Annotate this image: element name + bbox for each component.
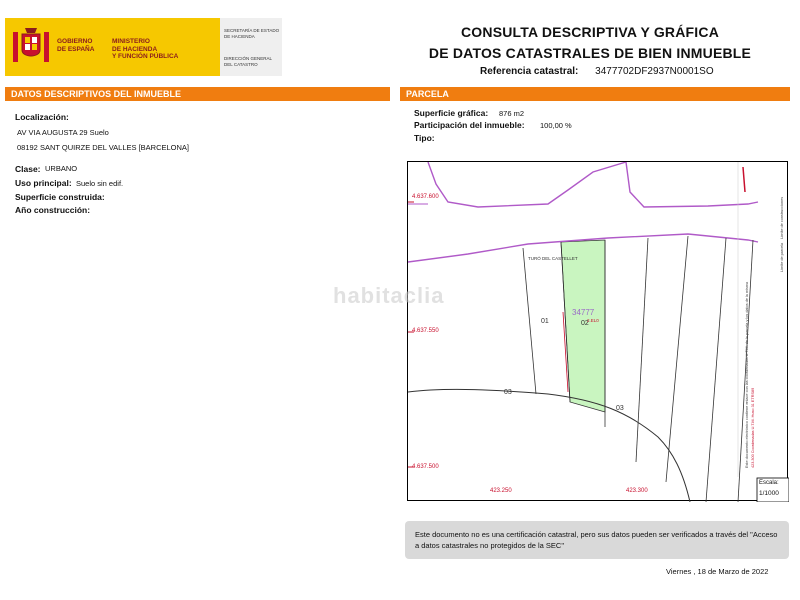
superficie-grafica-label: Superficie gráfica: <box>414 108 489 118</box>
section-bar-descriptive: DATOS DESCRIPTIVOS DEL INMUEBLE <box>5 87 390 101</box>
watermark: habitaclia <box>333 283 445 308</box>
participacion-value: 100,00 % <box>540 121 572 130</box>
secretariat-block <box>220 18 282 76</box>
reference-label: Referencia catastral: <box>480 66 579 77</box>
x-coord-left: 423.250 <box>490 488 512 494</box>
uso-value: Suelo sin edif. <box>76 179 124 188</box>
superficie-grafica-value: 876 m2 <box>499 109 525 118</box>
government-label: GOBIERNO DE ESPAÑA <box>57 38 95 53</box>
cadastral-map[interactable] <box>407 161 788 501</box>
legend-doc-note: Este documento electrónico contiene enlace con las coordenadas U.T.M. de la parcela y los datos de la misma <box>745 281 749 468</box>
government-logo <box>5 18 220 76</box>
map-drawing <box>408 162 789 502</box>
clase-value: URBANO <box>45 164 78 173</box>
superficie-construida-label: Superficie construida: <box>15 192 105 202</box>
parcel-number[interactable]: 34777 <box>572 308 595 317</box>
scale-label: Escala: <box>759 480 779 486</box>
uso-label: Uso principal: <box>15 178 72 188</box>
legend-items <box>780 172 784 272</box>
document-date: Viernes , 18 de Marzo de 2022 <box>666 567 769 576</box>
ano-construccion-label: Año construcción: <box>15 205 91 215</box>
clase-label: Clase: <box>15 164 41 174</box>
localizacion-label: Localización: <box>15 112 69 122</box>
address-line-1: AV VIA AUGUSTA 29 Suelo <box>17 128 109 137</box>
secretariat-label: SECRETARÍA DE ESTADO DE HACIENDA <box>224 28 280 39</box>
legend-item-2: Límite de construcciones <box>780 196 784 239</box>
reference-value: 3477702DF2937N0001SO <box>595 66 714 77</box>
directorate-label: DIRECCIÓN GENERAL DEL CATASTRO <box>224 56 273 67</box>
participacion-label: Participación del inmueble: <box>414 120 525 130</box>
ministry-label: MINISTERIO DE HACIENDA Y FUNCIÓN PÚBLICA <box>112 38 179 60</box>
parcel-sub-01: 01 <box>541 318 549 325</box>
parcel-sub-03-left: 03 <box>504 389 512 396</box>
street-label: TURÓ DEL CASTELLET <box>528 256 578 261</box>
address-line-2: 08192 SANT QUIRZE DEL VALLES [BARCELONA] <box>17 143 190 152</box>
x-coord-right: 423.300 <box>626 488 648 494</box>
y-coord-bottom: 4.637.500 <box>412 464 439 470</box>
tipo-label: Tipo: <box>414 133 435 143</box>
map-legend <box>744 168 784 468</box>
reference-row <box>480 66 714 77</box>
legend-coord-note: 423.300 Coordenadas U.T.M. Huso 31 ETRS89 <box>751 387 755 468</box>
disclaimer-note: Este documento no es una certificación catastral, pero sus datos pueden ser verificados a través del "Acceso a datos catastrales no protegidos de la SEC" <box>405 521 789 559</box>
y-coord-top: 4.637.600 <box>412 194 439 200</box>
parcel-sub-02: 02 <box>581 320 589 327</box>
parcel-code: 2.EL0 <box>587 318 599 323</box>
document-title: CONSULTA DESCRIPTIVA Y GRÁFICA DE DATOS CATASTRALES DE BIEN INMUEBLE <box>428 24 752 61</box>
scale-value: 1/1000 <box>759 490 779 497</box>
legend-item-1: Límite de parcela <box>780 242 784 272</box>
coat-of-arms-icon <box>13 28 49 66</box>
parcel-sub-03-right: 03 <box>616 405 624 412</box>
section-bar-parcel: PARCELA <box>400 87 790 101</box>
y-coord-mid: 4.637.550 <box>412 328 439 334</box>
